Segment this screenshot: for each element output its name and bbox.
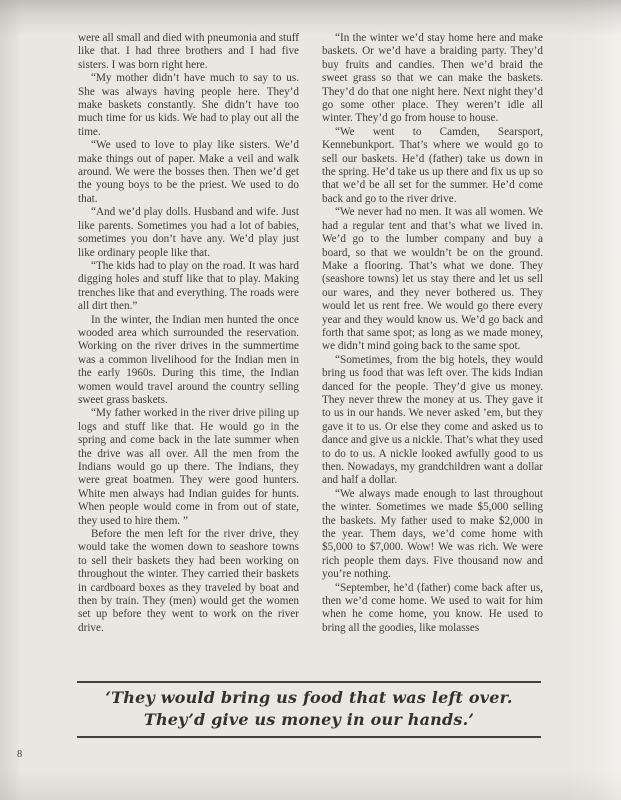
text-column-right	[322, 32, 543, 635]
pull-quote-line-2: They’d give us money in our hands.’	[143, 709, 475, 729]
paragraph: “Sometimes, from the big hotels, they would bring us food that was left over. The kids Indian danced for the people. They’d give us money. They never threw the money at us. They gave it to us in our hands. We never asked ’em, but they gave it to us. Or else they come and asked us to dance and give us a nickle. That’s what they used to do to us. A nickle looked awfully good to us then. Nowadays, my grandchildren want a dollar and half a dollar.	[322, 353, 543, 487]
pull-quote-text	[77, 683, 541, 736]
pull-quote-line-1: ‘They would bring us food that was left over.	[105, 688, 513, 707]
paragraph: “My mother didn’t have much to say to us. She was always having people here. They’d make baskets constantly. She didn’t have too much time for us kids. We had to play out all the time.	[78, 72, 299, 138]
paragraph: Before the men left for the river drive, they would take the women down to seashore towns to sell their baskets they had been working on throughout the winter. They carried their baskets in cardboard boxes as they traveled by boat and then by train. They (men) would get the women set up before they went to work on the river drive.	[78, 528, 299, 634]
paragraph: “In the winter we’d stay home here and make baskets. Or we’d have a braiding party. They’d buy fruits and candies. Then we’d braid the sweet grass so that we can make the baskets. They’d do that one night here. Next night they’d go some other place. They weren’t idle all winter. They’d go from house to house.	[322, 32, 543, 125]
text-column-left	[78, 32, 299, 635]
paragraph: “And we’d play dolls. Husband and wife. Just like parents. Sometimes you had a lot of babies, sometimes you don’t have any. We’d play just like ordinary people like that.	[78, 206, 299, 259]
paragraph: “We went to Camden, Searsport, Kennebunkport. That’s where we would go to sell our baskets. He’d (father) take us down in the spring. He’d take us up there and fix us up so that we’d be all set for the summer. He’d come back and go to the river drive.	[322, 125, 543, 205]
paragraph: “September, he’d (father) come back after us, then we’d come home. We used to wait for him when he come home, you know. He used to bring all the goodies, like molasses	[322, 581, 543, 634]
paragraph: “We used to love to play like sisters. We’d make things out of paper. Make a veil and walk around. We were the bosses then. Then we’d get the young boys to be the priest. We used to do that.	[78, 139, 299, 205]
paragraph: In the winter, the Indian men hunted the once wooded area which surrounded the reservation. Working on the river drives in the summertime was a common livelihood for the Indian men in the early 1960s. During this time, the Indian women would travel around the country selling sweet grass baskets.	[78, 313, 299, 406]
paragraph: “The kids had to play on the road. It was hard digging holes and stuff like that to play. Making trenches like that and everything. The roads were all dirt then.”	[78, 259, 299, 313]
pull-quote	[77, 681, 541, 738]
paragraph: “We never had no men. It was all women. We had a regular tent and that’s what we lived in. We’d go to the lumber company and buy a board, so that we wouldn’t be on the ground. Make a flooring. That’s what we done. They (seashore towns) let us stay there and let us sell our wares, and they never bothered us. They would let us rent free. We would go there every year and they would know us. We’d go back and forth that same spot; as long as we made money, we didn’t mind going back to the same spot.	[322, 206, 543, 353]
paragraph: “We always made enough to last throughout the winter. Sometimes we made $5,000 selling the baskets. My father used to make $2,000 in the year. Them days, we’d come home with $5,000 to $7,000. Wow! We was rich. We were rich people them days. Five thousand now and you’re nothing.	[322, 487, 543, 581]
paragraph: “My father worked in the river drive piling up logs and stuff like that. He would go in the spring and come back in the late summer when the drive was all over. All the men from the Indians would go up there. The Indians, they were great boatmen. They were good hunters. White men always had Indian guides for hunts. When people would come in from out of state, they used to hire them. ”	[78, 407, 299, 527]
paragraph: were all small and died with pneumonia and stuff like that. I had three brothers and I had five sisters. I was born right here.	[78, 32, 300, 71]
pull-quote-bottom-rule	[77, 736, 541, 738]
article-text	[78, 32, 543, 635]
page-number: 8	[17, 749, 23, 760]
